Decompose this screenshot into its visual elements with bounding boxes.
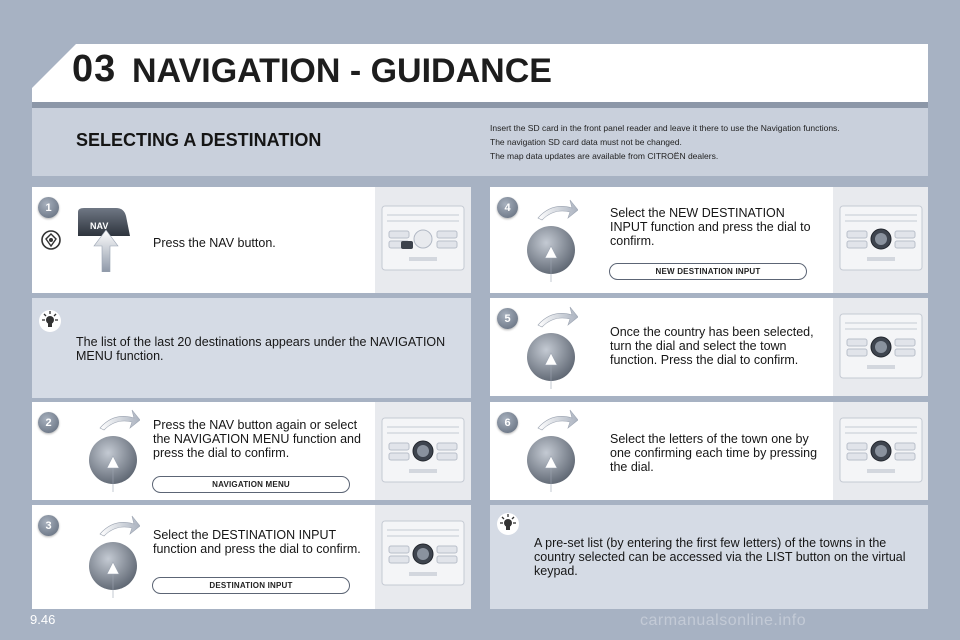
radio-faceplate-icon xyxy=(381,205,465,271)
radio-faceplate-icon xyxy=(839,313,923,379)
step-5-text: Once the country has been selected, turn the dial and select the town function. Press the dial to confirm. xyxy=(610,325,814,367)
radio-faceplate-icon xyxy=(839,205,923,271)
chapter-number: 03 xyxy=(72,48,117,90)
section-title: SELECTING A DESTINATION xyxy=(76,130,322,150)
step-6-text: Select the letters of the town one by one confirming each time by pressing the dial. xyxy=(610,432,818,474)
intro-line: The navigation SD card data must not be changed. xyxy=(490,137,682,147)
destination-input-label: DESTINATION INPUT xyxy=(152,577,350,594)
step-4-text: Select the NEW DESTINATION INPUT function and press the dial to confirm. xyxy=(610,206,811,248)
lightbulb-icon xyxy=(496,512,520,536)
new-destination-input-label: NEW DESTINATION INPUT xyxy=(609,263,807,280)
page-title: NAVIGATION - GUIDANCE xyxy=(132,52,552,90)
tip-2-text: A pre-set list (by entering the first few letters) of the towns in the country selected can be accessed via the LIST button on the virtual keypad. xyxy=(534,536,906,578)
lightbulb-icon xyxy=(38,309,62,333)
safety-warning-icon xyxy=(40,229,62,251)
step-2-badge: 2 xyxy=(38,412,59,433)
radio-faceplate-icon xyxy=(381,520,465,586)
step-3-text: Select the DESTINATION INPUT function and press the dial to confirm. xyxy=(153,528,361,556)
watermark: carmanualsonline.info xyxy=(640,612,807,629)
tip-1-text: The list of the last 20 destinations appears under the NAVIGATION MENU function. xyxy=(76,335,446,363)
rotary-dial-icon xyxy=(86,408,140,492)
header-corner xyxy=(32,44,76,88)
step-1-badge: 1 xyxy=(38,197,59,218)
rotary-dial-icon xyxy=(524,408,578,492)
rotary-dial-icon xyxy=(524,198,578,282)
intro-line: Insert the SD card in the front panel reader and leave it there to use the Navigation functions. xyxy=(490,123,840,133)
nav-key-label: NAV xyxy=(90,221,109,231)
intro-line: The map data updates are available from CITROËN dealers. xyxy=(490,151,719,161)
nav-key-illustration xyxy=(76,206,146,272)
step-5-badge: 5 xyxy=(497,308,518,329)
navigation-menu-label: NAVIGATION MENU xyxy=(152,476,350,493)
step-6-badge: 6 xyxy=(497,412,518,433)
step-3-badge: 3 xyxy=(38,515,59,536)
intro-text xyxy=(490,121,920,163)
rotary-dial-icon xyxy=(524,305,578,389)
page-number: 9.46 xyxy=(30,612,56,627)
radio-faceplate-icon xyxy=(381,417,465,483)
step-1-text: Press the NAV button. xyxy=(153,236,276,250)
step-4-badge: 4 xyxy=(497,197,518,218)
step-2-text: Press the NAV button again or select the NAVIGATION MENU function and press the dial to confirm. xyxy=(153,418,361,460)
rotary-dial-icon xyxy=(86,514,140,598)
radio-faceplate-icon xyxy=(839,417,923,483)
